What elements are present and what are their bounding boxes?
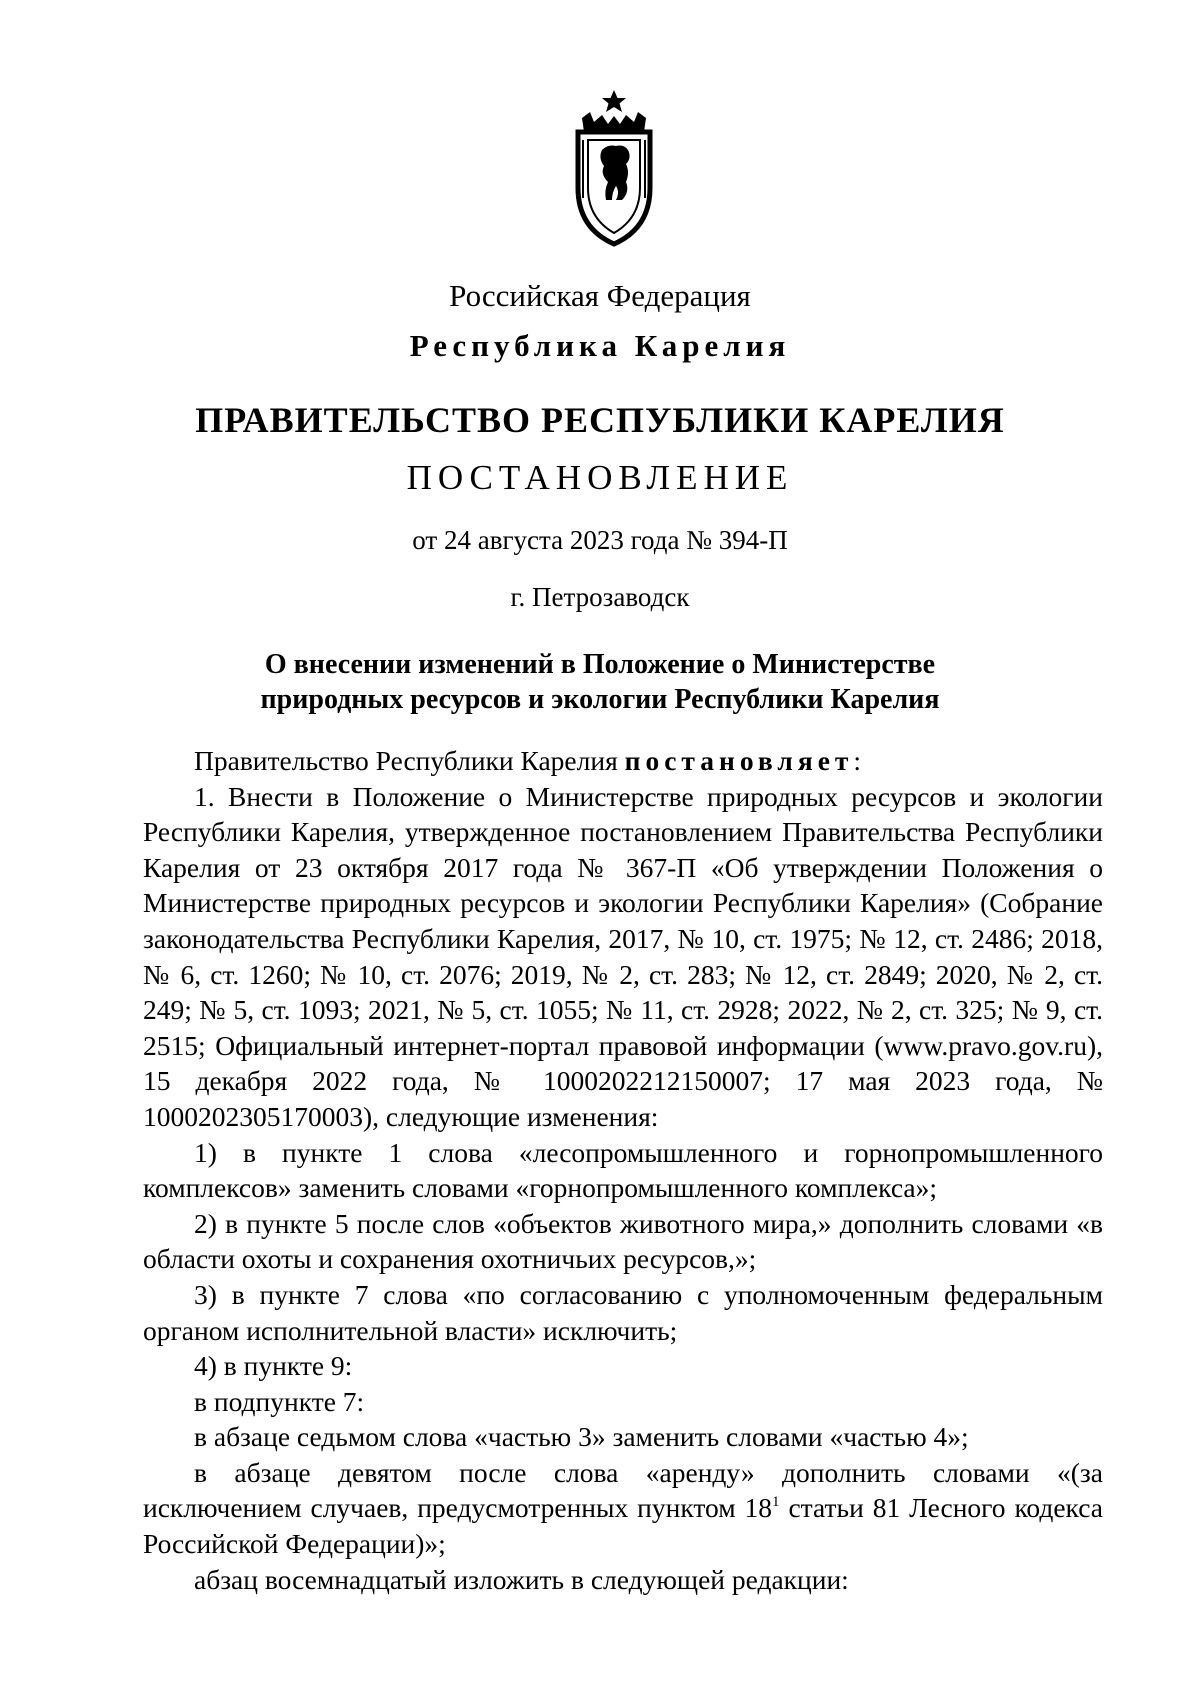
document-type: ПОСТАНОВЛЕНИЕ [406,458,794,497]
paragraph-1: 1. Внести в Положение о Министерстве природных ресурсов и экологии Республики Карелия, утвержденное постановлением Правительства Республики Карелия от 23 октября 2017 года № 367-П «Об утверждении Положения о Министерстве природных ресурсов и экологии Республики Карелия» (Собрание законодательства Республики Карелия, 2017, № 10, ст. 1975; № 12, ст. 2486; 2018, № 6, ст. 1260; № 10, ст. 2076; 2019, № 2, ст. 283; № 12, ст. 2849; 2020, № 2, ст. 249; № 5, ст. 1093; 2021, № 5, ст. 1055; № 11, ст. 2928; 2022, № 2, ст. 325; № 9, ст. 2515; Официальный интернет-портал правовой информации (www.pravo.gov.ru), 15 декабря 2022 года, № 1000202212150007; 17 мая 2023 года, № 1000202305170003), следующие изменения: [143,780,1103,1132]
paragraph-9-end: статьи 81 Лесного кодекса Российской Федерации)»; [143,1492,1103,1560]
paragraph-18: абзац восемнадцатый изложить в следующей редакции: [194,1563,849,1595]
government-heading: ПРАВИТЕЛЬСТВО РЕСПУБЛИКИ КАРЕЛИЯ [195,400,1005,440]
republic-heading: Республика Карелия [409,328,791,363]
city: г. Петрозаводск [510,582,690,612]
superscript: 1 [772,1494,780,1511]
paragraph-9-start: в абзаце девятом после слова «аренду» дополнить словами «(за исключением случаев, предусмотренных пунктом 18 [143,1456,1103,1524]
subitem-7: в подпункте 7: [194,1385,365,1417]
paragraph-7: в абзаце седьмом слова «частью 3» заменить словами «частью 4»; [194,1421,969,1453]
intro-suffix: : [853,745,862,776]
item-3: 3) в пункте 7 слова «по согласованию с уполномоченным федеральным органом исполнительной власти» исключить; [143,1278,1103,1346]
document-body [143,743,1103,1597]
paragraph-9 [143,1455,1103,1562]
intro-verb: постановляет [624,745,854,776]
item-1: 1) в пункте 1 слова «лесопромышленного и горнопромышленного комплексов» заменить словами «горнопромышленного комплекса»; [143,1136,1103,1204]
intro-paragraph [143,743,1103,779]
federation-heading: Российская Федерация [449,278,751,313]
item-4: 4) в пункте 9: [194,1350,353,1382]
title-line-1: О внесении изменений в Положение о Министерстве [264,649,936,680]
date-number: от 24 августа 2023 года № 394-П [412,525,788,555]
item-2: 2) в пункте 5 после слов «объектов животного мира,» дополнить словами «в области охоты и сохранения охотничьих ресурсов,»; [143,1207,1103,1275]
title-line-2: природных ресурсов и экологии Республики Карелия [260,684,940,715]
intro-prefix: Правительство Республики Карелия [194,745,625,776]
karelia-coat-of-arms [568,88,660,248]
document-title [0,647,1200,717]
